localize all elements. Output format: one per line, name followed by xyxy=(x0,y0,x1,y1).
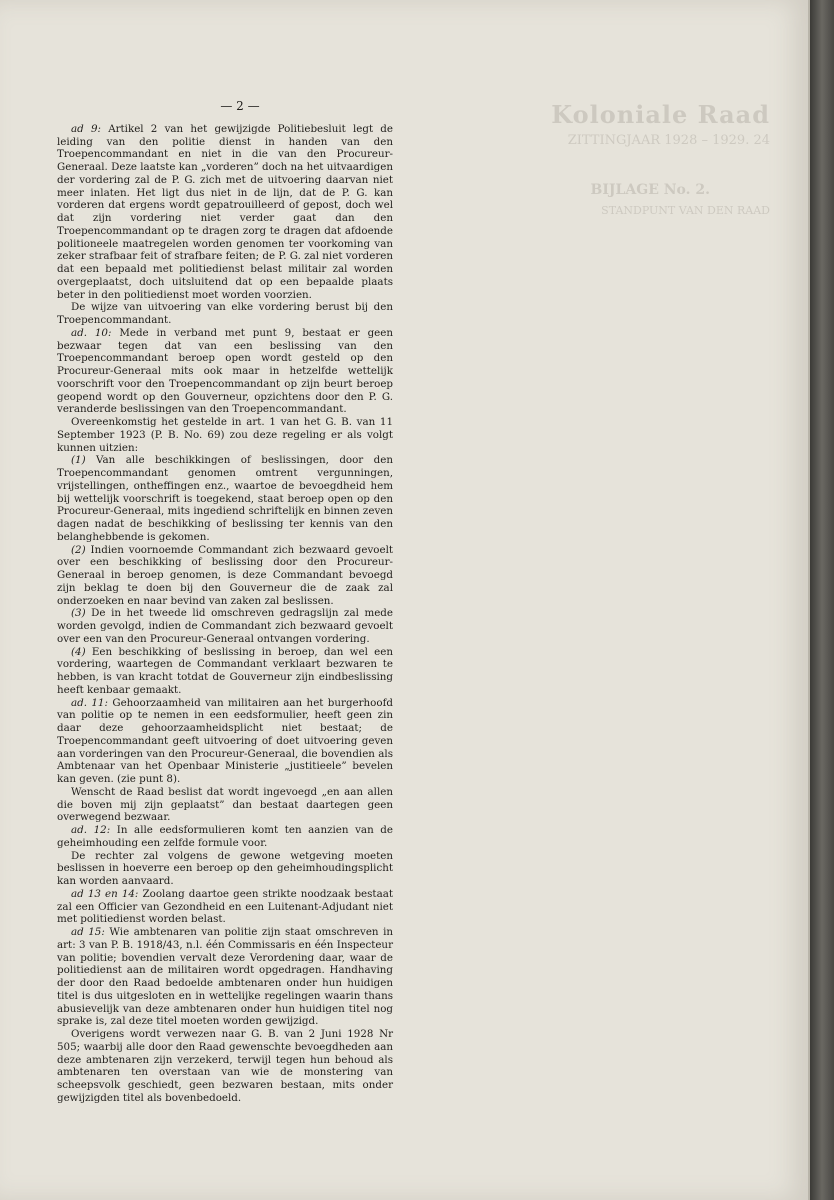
bleed-line: Koloniale Raad xyxy=(551,100,770,129)
paragraph xyxy=(57,824,393,850)
paragraph-label: (1) xyxy=(71,454,86,467)
paragraph xyxy=(57,301,393,327)
paragraph-label: (4) xyxy=(71,645,86,658)
paragraph-label: ad 15: xyxy=(71,926,105,938)
paragraph-label: ad. 11: xyxy=(71,696,108,709)
scan-edge xyxy=(810,0,834,1200)
paragraph xyxy=(57,646,393,697)
bleed-line: ZITTINGJAAR 1928 – 1929. 24 xyxy=(567,133,770,148)
paragraph-label: ad. 12: xyxy=(71,824,111,836)
paragraph xyxy=(57,123,393,302)
paragraph-text: Wenscht de Raad beslist dat wordt ingevoegd „en aan allen die boven mij zijn geplaatst” dan bestaat daartegen geen overwegend bezwaar. xyxy=(57,785,393,824)
paragraph-text: De wijze van uitvoering van elke vordering berust bij den Troepencommandant. xyxy=(57,301,393,326)
paragraph-text: In alle eedsformulieren komt ten aanzien van de geheimhouding een zelfde formule voor. xyxy=(57,824,393,849)
paragraph xyxy=(57,327,393,416)
bleed-through-text xyxy=(470,100,770,220)
paragraph xyxy=(57,416,393,454)
paragraph-text: Artikel 2 van het gewijzigde Politiebesluit legt de leiding van den politie dienst in handen van den Troepencommandant en niet in die van den Procureur-Generaal. Deze laatste kan „vorderen” doch na het uitvaardigen der vordering zal de P. G. zich met de uitvoering daarvan niet meer inlaten. Het ligt dus niet in de lijn, dat de P. G. kan vorderen dat ergens wordt gepatrouilleerd of gepost, doch wel dat zijn vordering niet verder gaat dan den Troepencommandant op te dragen zorg te dragen dat afdoende politioneele maatregelen worden genomen ter voorkoming van zeker strafbaar feit of strafbare feiten; de P. G. zal niet vorderen dat een bepaald met politiedienst belast militair zal worden overgeplaatst, doch uitsluitend dat op een bepaalde plaats beter in den politiedienst moet worden voorzien. xyxy=(57,122,393,301)
paragraph xyxy=(57,850,393,888)
paragraph xyxy=(57,697,393,786)
paragraph-label: (3) xyxy=(71,607,86,620)
paragraph xyxy=(57,888,393,926)
paragraph xyxy=(57,544,393,608)
bleed-line: STANDPUNT VAN DEN RAAD xyxy=(601,204,770,217)
paragraph-list xyxy=(57,123,393,1105)
paragraph-text: Overeenkomstig het gestelde in art. 1 van het G. B. van 11 September 1923 (P. B. No. 69) zou deze regeling er als volgt kunnen uitzien: xyxy=(57,416,393,454)
paragraph-text: De rechter zal volgens de gewone wetgeving moeten beslissen in hoeverre een beroep op den geheimhoudingsplicht kan worden aanvaard. xyxy=(57,849,393,887)
paragraph-text: De in het tweede lid omschreven gedragslijn zal mede worden gevolgd, indien de Commandant zich bezwaard gevoelt over een van den Procureur-Generaal ontvangen vordering. xyxy=(57,607,393,645)
paragraph-text: Wie ambtenaren van politie zijn staat omschreven in art: 3 van P. B. 1918/43, n.l. één Commissaris en één Inspecteur van politie; bovendien vervalt deze Verordening daar, waar de politiedienst aan de militairen wordt opgedragen. Handhaving der door den Raad bedoelde ambtenaren onder hun huidigen titel is dus uitgesloten en in wettelijke regelingen waarin thans abusievelijk van deze ambtenaren onder hun huidigen titel nog sprake is, zal deze titel moeten worden gewijzigd. xyxy=(57,926,394,1028)
document-body xyxy=(57,100,393,1105)
paragraph-label: ad. 10: xyxy=(71,326,112,339)
paragraph xyxy=(57,926,393,1028)
paragraph-label: (2) xyxy=(71,543,86,556)
paragraph xyxy=(57,454,393,543)
bleed-line: BIJLAGE No. 2. xyxy=(590,182,710,198)
paragraph-text: Gehoorzaamheid van militairen aan het burgerhoofd van politie op te nemen in een eedsformulier, heeft geen zin daar deze gehoorzaamheidsplicht niet bestaat; de Troepencommandant geeft uitvoering of doet uitvoering geven aan vorderingen van den Procureur-Generaal, die bovendien als Ambtenaar van het Openbaar Ministerie „justitieele” bevelen kan geven. (zie punt 8). xyxy=(57,696,393,785)
paragraph-text: Zoolang daartoe geen strikte noodzaak bestaat zal een Officier van Gezondheid en een Luitenant-Adjudant niet met politiedienst worden belast. xyxy=(57,887,393,926)
paragraph xyxy=(57,786,393,824)
paragraph-text: Mede in verband met punt 9, bestaat er geen bezwaar tegen dat van een beslissing van den Troepencommandant beroep open wordt gesteld op den Procureur-Generaal mits ook maar in hetzelfde wettelijk voorschrift voor den Troepencommandant op zijn beurt beroep geopend wordt op den Gouverneur, opzichtens door den P. G. veranderde beslissingen van den Troepencommandant. xyxy=(57,326,393,416)
paragraph-text: Overigens wordt verwezen naar G. B. van 2 Juni 1928 Nr 505; waarbij alle door den Raad gewenschte bevoegdheden aan deze ambtenaren zijn verzekerd, terwijl tegen hun behoud als ambtenaren ten overstaan van wie de monstering van scheepsvolk geschiedt, geen bezwaren bestaan, mits onder gewijzigden titel als bovenbedoeld. xyxy=(57,1028,393,1104)
paragraph-text: Een beschikking of beslissing in beroep, dan wel een vordering, waartegen de Commandant verklaart bezwaren te hebben, is van kracht totdat de Gouverneur zijn eindbeslissing heeft kenbaar gemaakt. xyxy=(57,645,393,696)
paragraph xyxy=(57,1028,393,1105)
paragraph-text: Indien voornoemde Commandant zich bezwaard gevoelt over een beschikking of beslissing door den Procureur-Generaal in beroep genomen, is deze Commandant bevoegd zijn beklag te doen bij den Gouverneur die de zaak zal onderzoeken en naar bevind van zaken zal beslissen. xyxy=(57,543,394,607)
paragraph-text: Van alle beschikkingen of beslissingen, door den Troepencommandant genomen omtrent vergunningen, vrijstellingen, ontheffingen enz., waartoe de bevoegdheid hem bij wettelijk voorschrift is toegekend, staat beroep open op den Procureur-Generaal, mits ingediend schriftelijk en binnen zeven dagen nadat de beschikking of beslissing ter kennis van den belanghebbende is gekomen. xyxy=(57,454,393,543)
page-number: — 2 — xyxy=(220,99,260,113)
paragraph xyxy=(57,607,393,645)
paragraph-label: ad 9: xyxy=(71,122,101,135)
paragraph-label: ad 13 en 14: xyxy=(71,887,139,900)
